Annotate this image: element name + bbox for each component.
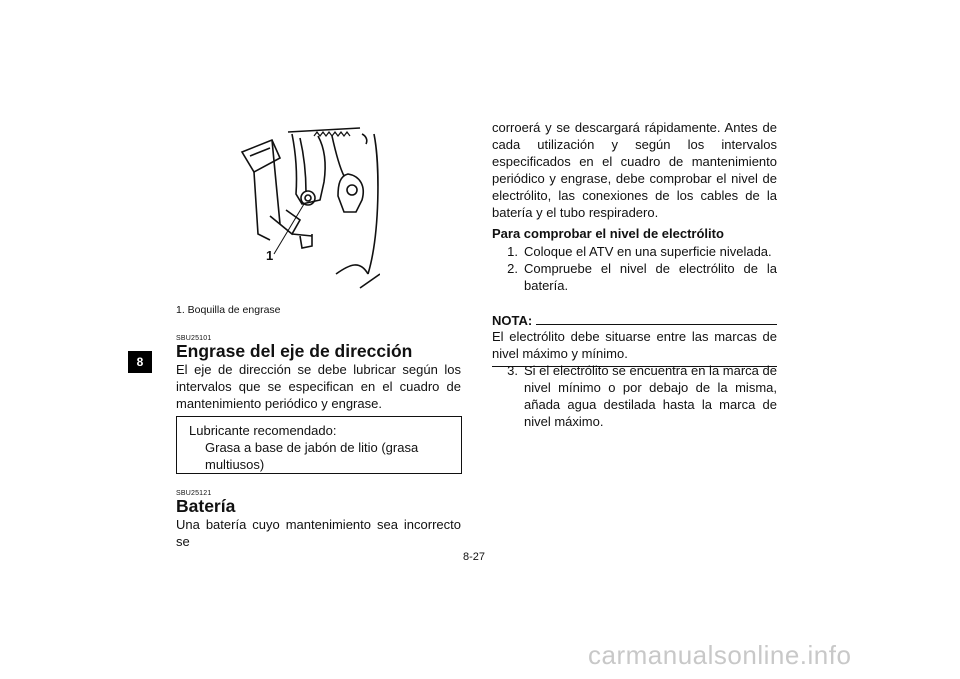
- lubricant-value: Grasa a base de jabón de litio (grasa multiusos): [205, 440, 419, 472]
- figure-callout: 1: [266, 248, 274, 263]
- step-number: 1.: [507, 244, 518, 259]
- list-item: [492, 260, 777, 294]
- steering-body: El eje de dirección se debe lubricar según los intervalos que se especifican en el cuadro de mantenimiento periódico y engrase.: [176, 362, 461, 411]
- section-tab: 8: [128, 351, 152, 373]
- steering-shaft-illustration: [240, 124, 380, 290]
- page-number: 8-27: [463, 551, 486, 563]
- list-item: [492, 362, 777, 430]
- section-code: SBU25121: [176, 490, 212, 497]
- steps-list-2: [492, 362, 777, 430]
- electrolyte-subheading: Para comprobar el nivel de electrólito: [492, 226, 724, 241]
- step-number: 3.: [507, 363, 518, 378]
- lubricant-label: Lubricante recomendado:: [189, 423, 337, 438]
- note-text: El electrólito debe situarse entre las marcas de nivel máximo y mínimo.: [492, 329, 777, 361]
- watermark: carmanualsonline.info: [588, 640, 852, 670]
- section-title-battery: Batería: [176, 496, 236, 516]
- step-text: Compruebe el nivel de electrólito de la batería.: [524, 261, 777, 293]
- step-number: 2.: [507, 261, 518, 276]
- note-block: [492, 313, 777, 367]
- note-label: NOTA:: [492, 313, 533, 328]
- step-text: Coloque el ATV en una superficie nivelada.: [524, 244, 772, 259]
- battery-intro: Una batería cuyo mantenimiento sea incorrecto se: [176, 517, 461, 549]
- note-rule-top: [536, 324, 777, 325]
- list-item: [492, 243, 777, 260]
- battery-continued: corroerá y se descargará rápidamente. Antes de cada utilización y según los intervalos especificados en el cuadro de mantenimiento periódico y engrase, debe comprobar el nivel de electrólito, las conexiones de los cables de la batería y el tubo respiradero.: [492, 120, 777, 220]
- step-text: Si el electrólito se encuentra en la marca de nivel mínimo o por debajo de la misma, añada agua destilada hasta la marca de nivel máximo.: [524, 363, 777, 429]
- section-code: SBU25101: [176, 335, 212, 342]
- steps-list-1: [492, 243, 777, 294]
- section-title-steering: Engrase del eje de dirección: [176, 341, 413, 361]
- lubricant-box: [176, 416, 462, 474]
- figure-caption: 1. Boquilla de engrase: [176, 304, 281, 316]
